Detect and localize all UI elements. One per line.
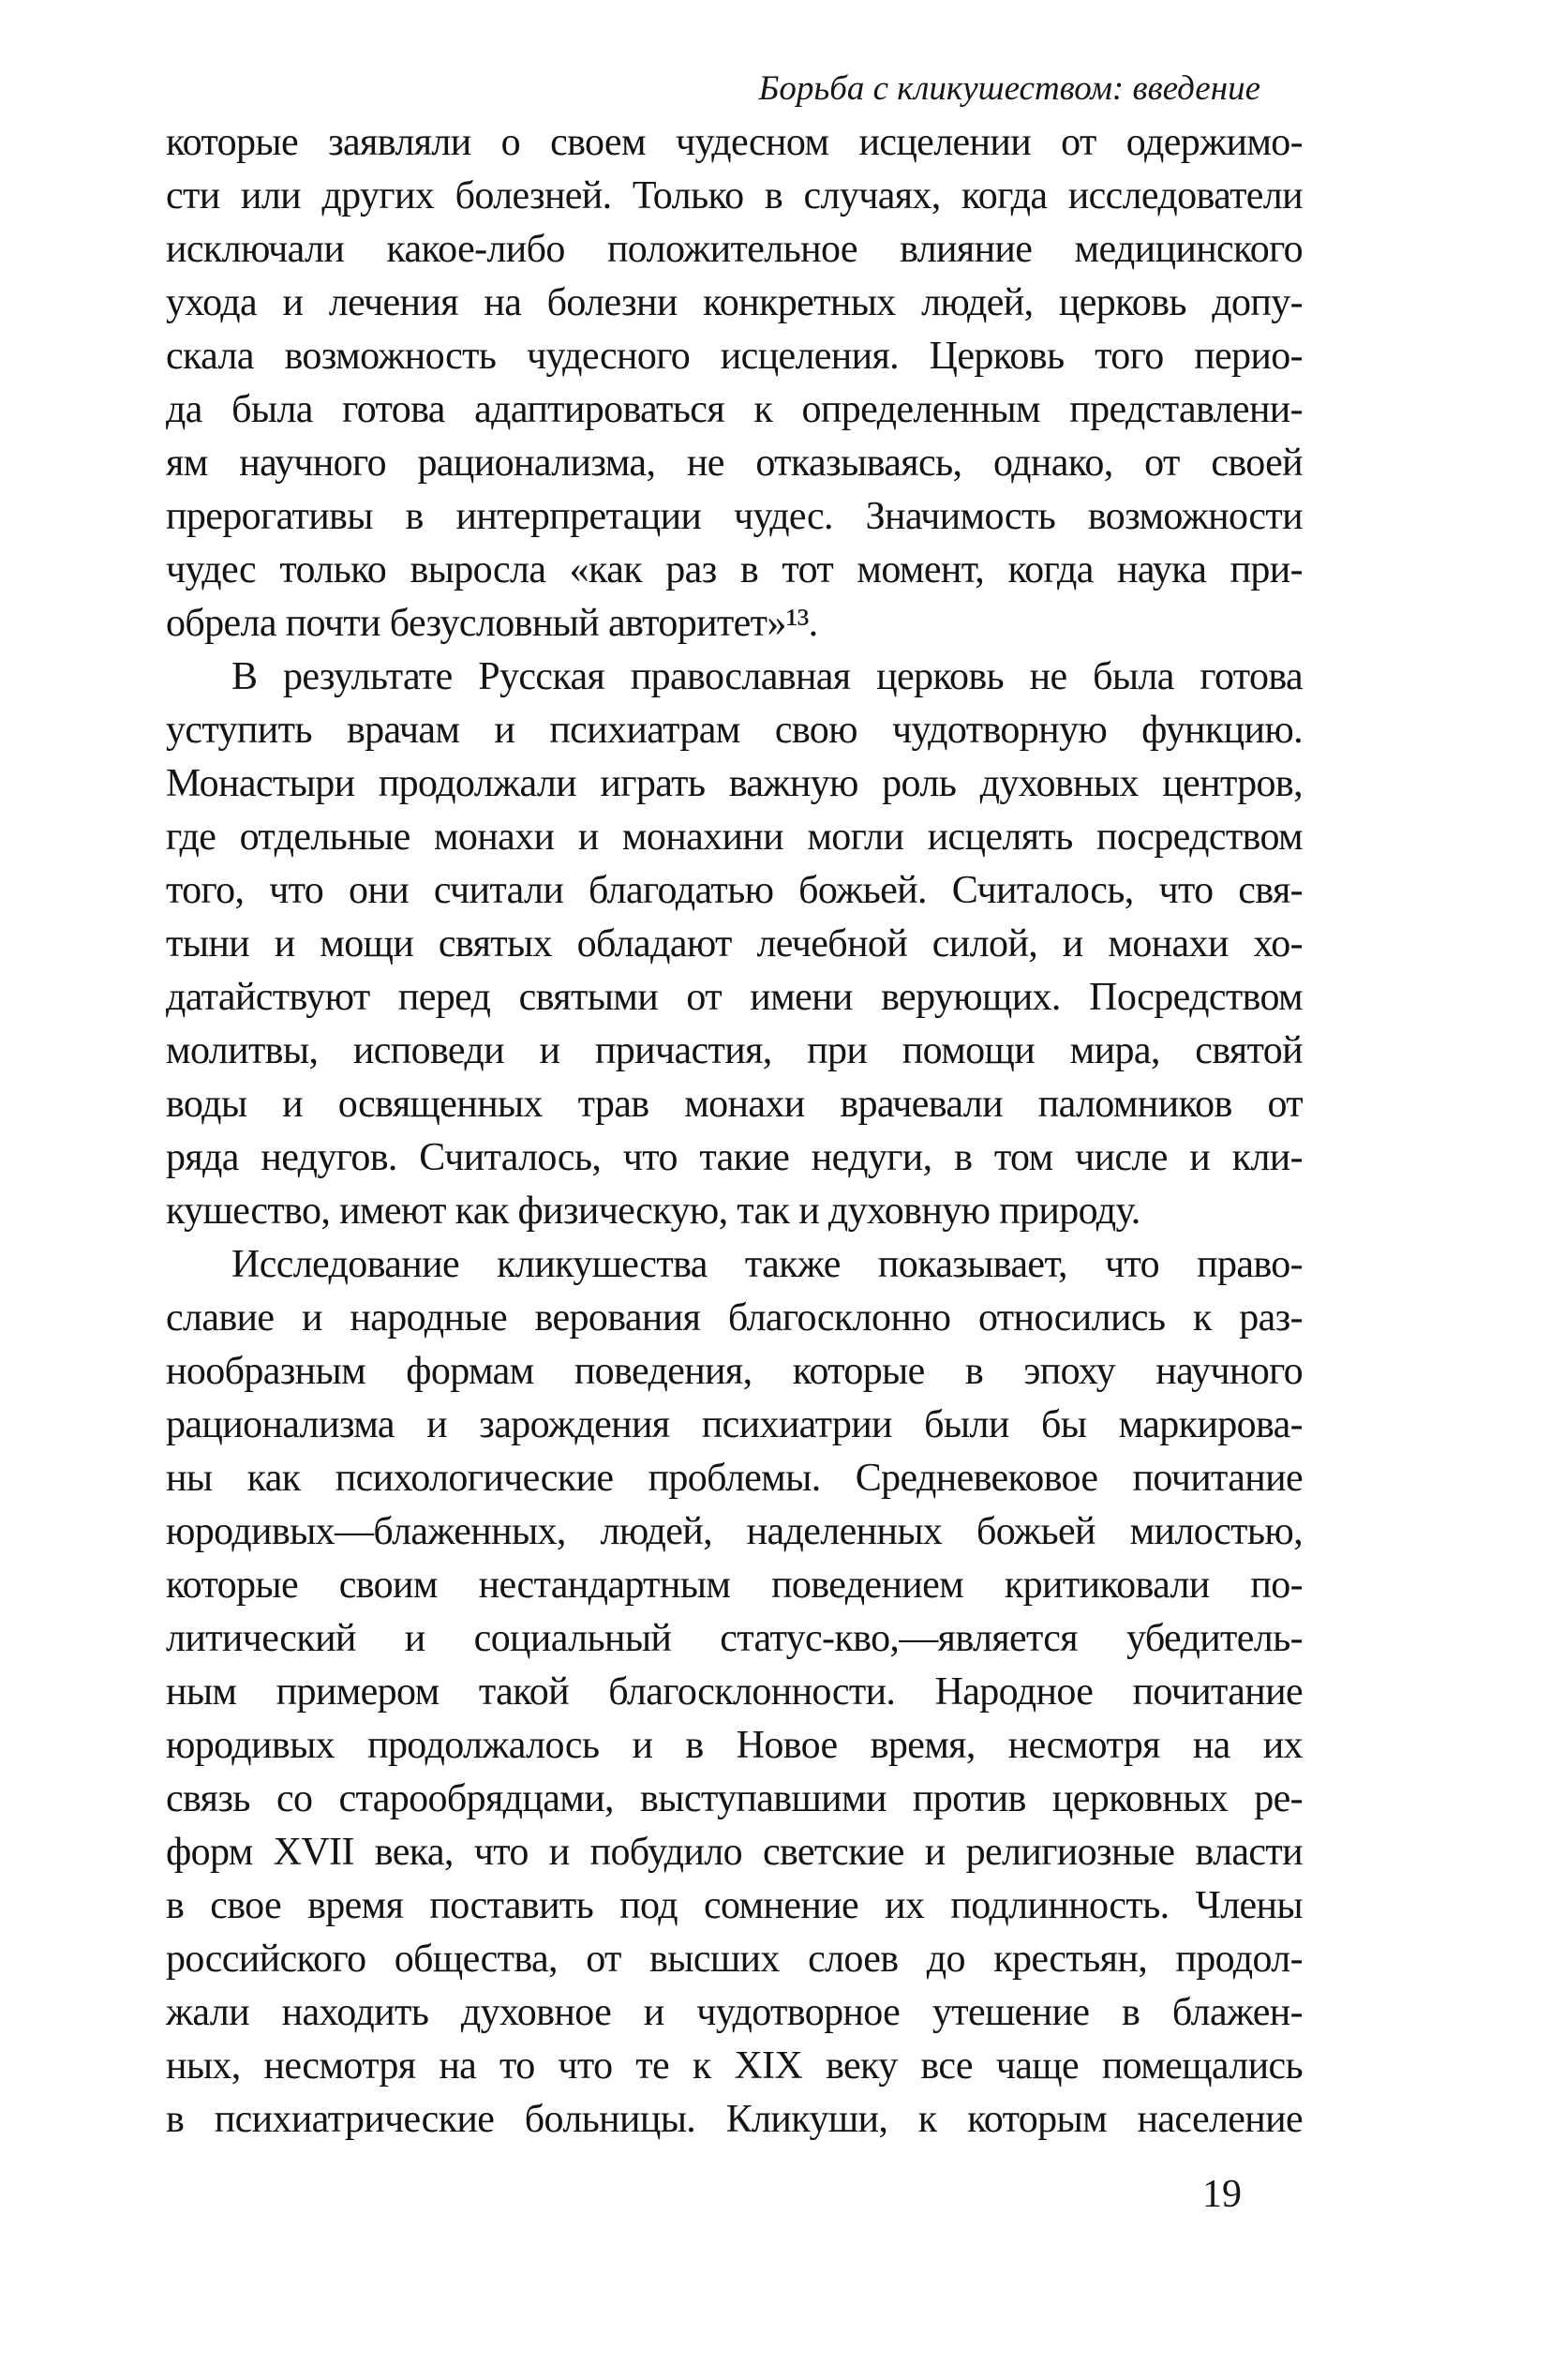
text-line: форм XVII века, что и побудило светские и религиозные власти (166, 1831, 1303, 1874)
paragraph (166, 116, 1303, 651)
text-line: В результате Русская православная церковь не была готова (231, 655, 1303, 698)
text-line: связь со старообрядцами, выступавшими против церковных ре- (166, 1777, 1303, 1820)
text-line: где отдельные монахи и монахини могли исцелять посредством (166, 816, 1303, 859)
text-line: в свое время поставить под сомнение их подлинность. Члены (166, 1884, 1303, 1927)
text-line: Монастыри продолжали играть важную роль духовных центров, (166, 762, 1303, 805)
text-line: юродивых—блаженных, людей, наделенных божьей милостью, (166, 1510, 1303, 1553)
text-line: рационализма и зарождения психиатрии были бы маркирова- (166, 1403, 1303, 1446)
text-line: да была готова адаптироваться к определенным представлени- (166, 388, 1303, 431)
text-line: кушество, имеют как физическую, так и духовную природу. (166, 1190, 1140, 1233)
text-line: которые своим нестандартным поведением критиковали по- (166, 1564, 1303, 1607)
text-line: ны как психологические проблемы. Средневековое почитание (166, 1457, 1303, 1500)
text-line: нообразным формам поведения, которые в эпоху научного (166, 1350, 1303, 1393)
body-text (166, 116, 1303, 2147)
text-line: юродивых продолжалось и в Новое время, несмотря на их (166, 1724, 1303, 1767)
text-line: литический и социальный статус-кво,—является убедитель- (166, 1617, 1303, 1660)
text-line: воды и освященных трав монахи врачевали паломников от (166, 1083, 1303, 1126)
text-line: Исследование кликушества также показывает, что право- (231, 1243, 1303, 1286)
page-number: 19 (1202, 2173, 1242, 2216)
text-line: ям научного рационализма, не отказываясь, однако, от своей (166, 442, 1303, 485)
text-line: чудес только выросла «как раз в тот момент, когда наука при- (166, 548, 1303, 591)
text-line: в психиатрические больницы. Кликуши, к которым население (166, 2098, 1303, 2141)
running-header: Борьба с кликушеством: введение (758, 69, 1260, 108)
text-line: прерогативы в интерпретации чудес. Значимость возможности (166, 495, 1303, 538)
text-line: славие и народные верования благосклонно относились к раз- (166, 1296, 1303, 1340)
text-line: ным примером такой благосклонности. Народное почитание (166, 1670, 1303, 1714)
text-line: скала возможность чудесного исцеления. Церковь того перио- (166, 335, 1303, 378)
text-line: датайствуют перед святыми от имени верующих. Посредством (166, 976, 1303, 1019)
text-line: сти или других болезней. Только в случаях, когда исследователи (166, 174, 1303, 217)
text-line: которые заявляли о своем чудесном исцелении от одержимо- (166, 121, 1303, 164)
text-line: ряда недугов. Считалось, что такие недуги, в том числе и кли- (166, 1136, 1303, 1179)
paragraph (166, 1238, 1303, 2147)
text-line: ухода и лечения на болезни конкретных людей, церковь допу- (166, 281, 1303, 324)
text-line: того, что они считали благодатью божьей. Считалось, что свя- (166, 869, 1303, 912)
text-line: исключали какое-либо положительное влияние медицинского (166, 228, 1303, 271)
paragraph (166, 651, 1303, 1238)
text-line: молитвы, исповеди и причастия, при помощи мира, святой (166, 1029, 1303, 1072)
text-line: жали находить духовное и чудотворное утешение в блажен- (166, 1991, 1303, 2034)
text-line: уступить врачам и психиатрам свою чудотворную функцию. (166, 709, 1303, 752)
text-line: тыни и мощи святых обладают лечебной силой, и монахи хо- (166, 922, 1303, 965)
text-line: обрела почти безусловный авторитет»¹³. (166, 602, 818, 645)
text-line: ных, несмотря на то что те к XIX веку все чаще помещались (166, 2044, 1303, 2088)
text-line: российского общества, от высших слоев до крестьян, продол- (166, 1938, 1303, 1981)
